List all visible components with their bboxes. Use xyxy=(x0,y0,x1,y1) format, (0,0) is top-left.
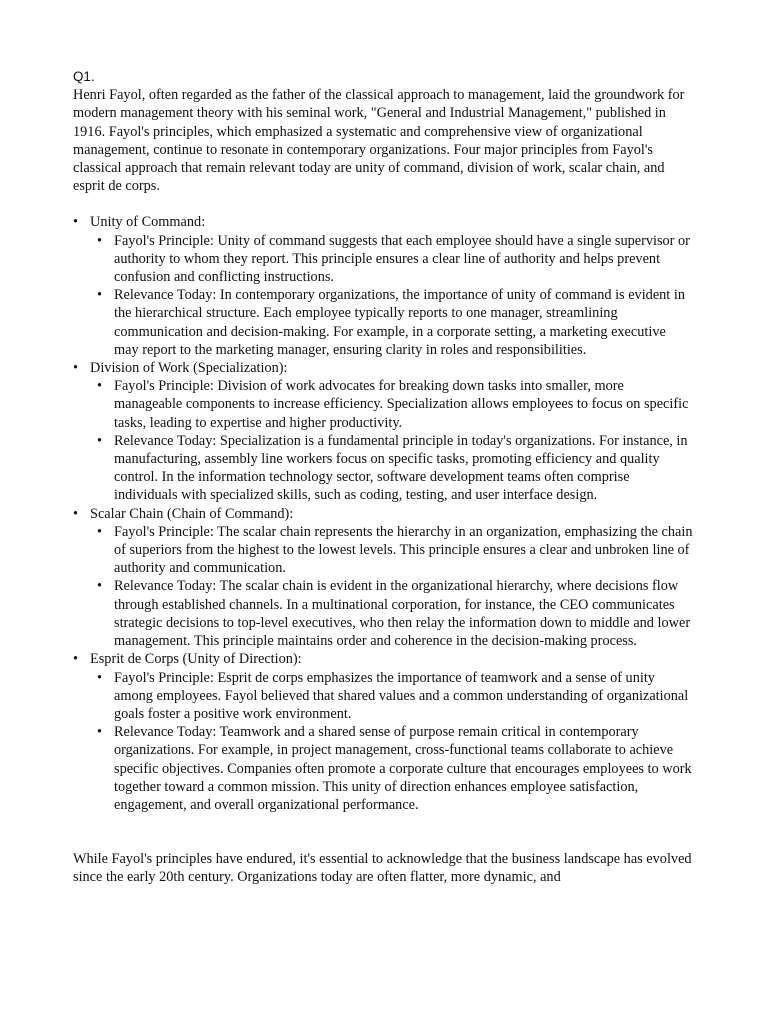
spacer xyxy=(73,195,693,213)
intro-paragraph: Henri Fayol, often regarded as the father of the classical approach to management, laid the groundwork for modern management theory with his seminal work, "General and Industrial Management," published in 1916. Fayol's principles, which emphasized a systematic and comprehensive view of organizational management, continue to resonate in contemporary organizations. Four major principles from Fayol's classical approach that remain relevant today are unity of command, division of work, scalar chain, and esprit de corps. xyxy=(73,87,685,195)
bullet-icon: • xyxy=(97,669,103,686)
principle-title: Scalar Chain (Chain of Command): xyxy=(90,505,294,522)
conclusion-paragraph: While Fayol's principles have endured, it's essential to acknowledge that the business landscape has evolved since the early 20th century. Organizations today are often flatter, more dynamic, and xyxy=(73,851,692,886)
bullet-icon: • xyxy=(97,232,103,249)
principle-point xyxy=(97,669,693,724)
point-text: Fayol's Principle: Esprit de corps emphasizes the importance of teamwork and a sense of unity among employees. Fayol believed that shared values and a common understanding of organizational goals foster a positive work environment. xyxy=(114,669,689,722)
principle-points xyxy=(90,669,693,815)
bullet-icon: • xyxy=(73,651,79,668)
principle-title: Esprit de Corps (Unity of Direction): xyxy=(90,651,302,668)
point-text: Relevance Today: Teamwork and a shared sense of purpose remain critical in contemporary organizations. For example, in project management, cross-functional teams collaborate to achieve specific objectives. Companies often promote a corporate culture that encourages employees to work together toward a common mission. This unity of direction enhances employee satisfaction, engagement, and overall organizational performance. xyxy=(114,724,692,813)
principle-item-esprit-de-corps xyxy=(73,650,693,814)
bullet-icon: • xyxy=(97,432,103,449)
bullet-icon: • xyxy=(73,505,79,522)
point-text: Relevance Today: The scalar chain is evident in the organizational hierarchy, where decisions flow through established channels. In a multinational corporation, for instance, the CEO communicates strategic decisions to top-level executives, who then relay the information down to middle and lower management. This principle maintains order and coherence in the decision-making process. xyxy=(114,578,691,650)
principle-item-division-of-work xyxy=(73,359,693,505)
bullet-icon: • xyxy=(73,214,79,231)
bullet-icon: • xyxy=(97,578,103,595)
principle-point xyxy=(97,523,693,578)
principle-item-scalar-chain xyxy=(73,505,693,651)
document-page xyxy=(73,68,693,887)
bullet-icon: • xyxy=(97,724,103,741)
principle-point xyxy=(97,377,693,432)
principle-title: Division of Work (Specialization): xyxy=(90,360,288,377)
principle-points xyxy=(90,523,693,650)
relevance-point xyxy=(97,432,693,505)
relevance-point xyxy=(97,577,693,650)
point-text: Fayol's Principle: Unity of command suggests that each employee should have a single supervisor or authority to whom they report. This principle ensures a clear line of authority and helps prevent confusion and conflicting instructions. xyxy=(114,232,690,286)
point-text: Fayol's Principle: The scalar chain represents the hierarchy in an organization, emphasizing the chain of superiors from the highest to the lowest levels. This principle ensures a clear and unbroken line of authority and communication. xyxy=(114,523,693,577)
bullet-icon: • xyxy=(97,287,103,304)
bullet-icon: • xyxy=(97,378,103,395)
bullet-icon: • xyxy=(97,523,103,540)
question-label: Q1. xyxy=(73,69,95,84)
relevance-point xyxy=(97,286,693,359)
principles-list xyxy=(73,213,693,814)
principle-points xyxy=(90,232,693,359)
point-text: Fayol's Principle: Division of work advocates for breaking down tasks into smaller, more manageable components to increase efficiency. Specialization allows employees to focus on specific tasks, leading to expertise and higher productivity. xyxy=(114,378,689,431)
principle-point xyxy=(97,232,693,287)
principle-points xyxy=(90,377,693,504)
principle-item-unity-of-command xyxy=(73,213,693,359)
relevance-point xyxy=(97,723,693,814)
point-text: Relevance Today: Specialization is a fundamental principle in today's organizations. For instance, in manufacturing, assembly line workers focus on specific tasks, promoting efficiency and quality control. In the information technology sector, software development teams often comprise individuals with specialized skills, such as coding, testing, and user interface design. xyxy=(114,432,688,504)
spacer xyxy=(73,814,693,850)
principle-title: Unity of Command: xyxy=(90,214,206,231)
bullet-icon: • xyxy=(73,360,79,377)
point-text: Relevance Today: In contemporary organizations, the importance of unity of command is evident in the hierarchical structure. Each employee typically reports to one manager, streamlining communication and decision-making. For example, in a corporate setting, a marketing executive may report to the marketing manager, ensuring clarity in roles and responsibilities. xyxy=(114,287,685,358)
